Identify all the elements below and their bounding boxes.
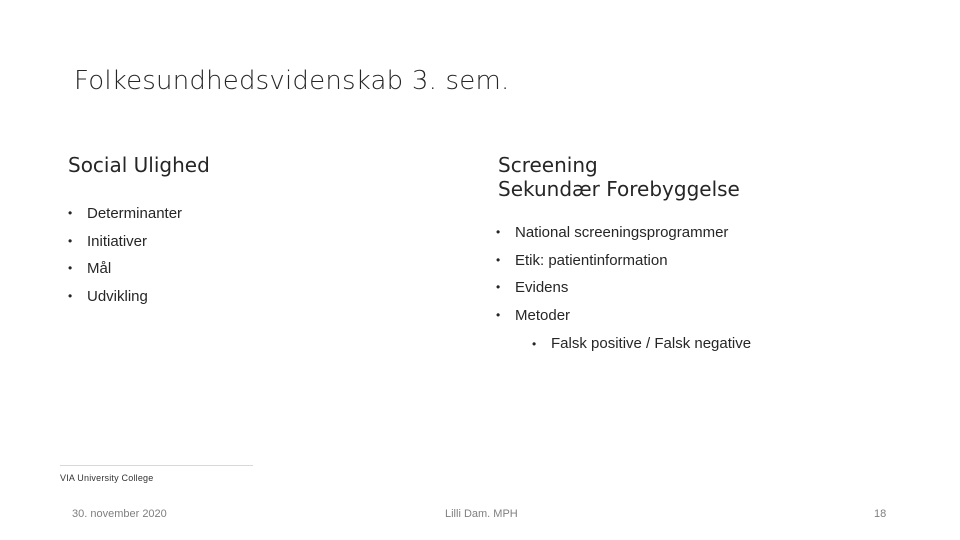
- right-column-heading: [498, 153, 740, 201]
- bullet-icon: •: [68, 261, 73, 275]
- list-item: [68, 200, 182, 228]
- list-item-text: Determinanter: [87, 205, 183, 222]
- list-item-text: Udvikling: [87, 287, 148, 305]
- via-logo: VIA University College: [60, 473, 154, 483]
- footer-date: 30. november 2020: [72, 508, 167, 520]
- logo-divider: [60, 465, 253, 466]
- list-item-text: Metoder: [515, 306, 571, 324]
- sub-list-item-text: Falsk positive / Falsk negative: [551, 335, 752, 352]
- bullet-icon: •: [496, 280, 501, 294]
- list-item: [496, 302, 728, 330]
- left-bullet-list: [68, 200, 182, 310]
- sub-list-item: [532, 331, 751, 357]
- right-heading-line2: Sekundær Forebyggelse: [498, 177, 740, 201]
- footer-page-number: 18: [874, 508, 887, 520]
- right-sub-bullet-list: [532, 331, 751, 357]
- slide-title: Folkesundhedsvidenskab 3. sem.: [74, 66, 510, 96]
- left-column-heading: Social Ulighed: [68, 153, 210, 177]
- list-item: [496, 219, 728, 247]
- list-item: [68, 283, 182, 311]
- bullet-icon: •: [496, 307, 501, 322]
- list-item: [496, 274, 728, 302]
- bullet-icon: •: [68, 233, 73, 248]
- bullet-icon: •: [532, 337, 537, 351]
- list-item-text: Initiativer: [87, 232, 148, 250]
- right-heading-line1: Screening: [498, 153, 598, 177]
- list-item: [496, 247, 728, 275]
- bullet-icon: •: [68, 288, 73, 303]
- bullet-icon: •: [68, 206, 73, 220]
- list-item-text: Evidens: [515, 279, 569, 296]
- list-item-text: Mål: [87, 260, 112, 277]
- list-item: [68, 228, 182, 256]
- footer-author: Lilli Dam. MPH: [445, 508, 518, 520]
- list-item-text: Etik: patientinformation: [515, 251, 668, 269]
- list-item-text: National screeningsprogrammer: [515, 224, 729, 241]
- list-item: [68, 255, 182, 283]
- bullet-icon: •: [496, 252, 501, 267]
- right-bullet-list: [496, 219, 728, 329]
- bullet-icon: •: [496, 225, 501, 239]
